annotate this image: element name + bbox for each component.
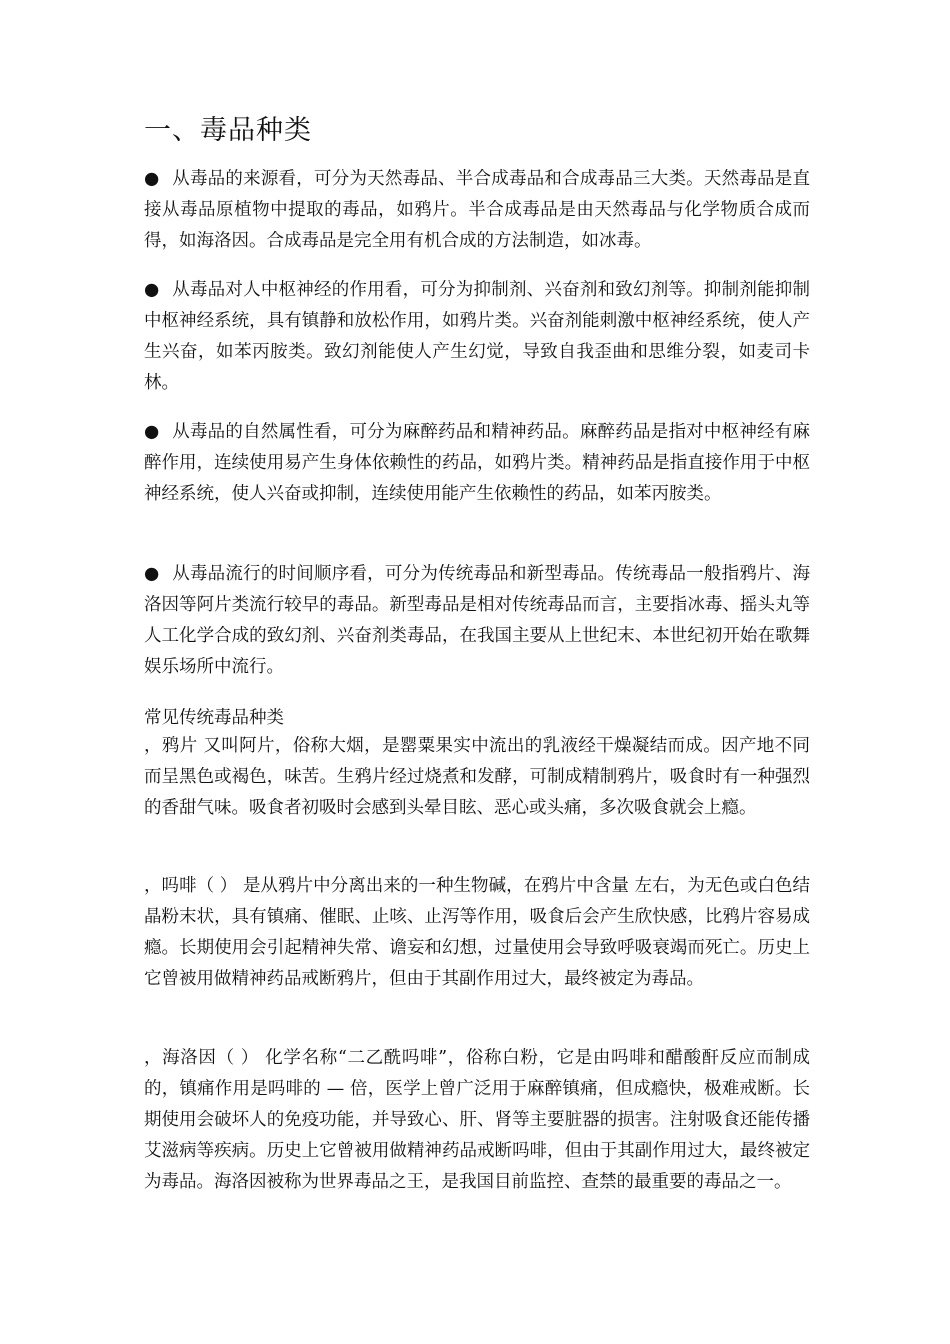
bullet-paragraph-time bbox=[144, 559, 810, 683]
subheading: 常见传统毒品种类 bbox=[144, 708, 284, 728]
bullet-text: 从毒品的来源看，可分为天然毒品、半合成毒品和合成毒品三大类。天然毒品是直接从毒品原植物中提取的毒品，如鸦片。半合成毒品是由天然毒品与化学物质合成而得，如海洛因。合成毒品是完全用有机合成的方法制造，如冰毒。 bbox=[144, 169, 810, 251]
bullet-icon: ● bbox=[144, 169, 160, 189]
drug-paragraph-opium: ，鸦片 又叫阿片，俗称大烟，是罂粟果实中流出的乳液经干燥凝结而成。因产地不同而呈黑色或褐色，味苦。生鸦片经过烧煮和发酵，可制成精制鸦片，吸食时有一种强烈的香甜气味。吸食者初吸时会感到头晕目眩、恶心或头痛，多次吸食就会上瘾。 bbox=[144, 736, 810, 818]
bullet-paragraph-effect bbox=[144, 275, 810, 399]
bullet-icon: ● bbox=[144, 280, 160, 300]
drug-paragraph-morphine: ，吗啡（ ） 是从鸦片中分离出来的一种生物碱，在鸦片中含量 左右，为无色或白色结晶粉末状，具有镇痛、催眠、止咳、止泻等作用，吸食后会产生欣快感，比鸦片容易成瘾。长期使用会引起精神失常、谵妄和幻想，过量使用会导致呼吸衰竭而死亡。历史上它曾被用做精神药品戒断鸦片，但由于其副作用过大，最终被定为毒品。 bbox=[144, 876, 810, 989]
bullet-paragraph-source bbox=[144, 164, 810, 257]
bullet-paragraph-nature bbox=[144, 417, 810, 510]
bullet-icon: ● bbox=[144, 564, 160, 584]
section-title: 一、毒品种类 bbox=[144, 115, 312, 146]
bullet-text: 从毒品对人中枢神经的作用看，可分为抑制剂、兴奋剂和致幻剂等。抑制剂能抑制中枢神经系统，具有镇静和放松作用，如鸦片类。兴奋剂能刺激中枢神经系统，使人产生兴奋，如苯丙胺类。致幻剂能使人产生幻觉，导致自我歪曲和思维分裂，如麦司卡林。 bbox=[144, 280, 810, 393]
bullet-text: 从毒品的自然属性看，可分为麻醉药品和精神药品。麻醉药品是指对中枢神经有麻醉作用，连续使用易产生身体依赖性的药品，如鸦片类。精神药品是指直接作用于中枢神经系统，使人兴奋或抑制，连续使用能产生依赖性的药品，如苯丙胺类。 bbox=[144, 422, 810, 504]
bullet-icon: ● bbox=[144, 422, 160, 442]
bullet-text: 从毒品流行的时间顺序看，可分为传统毒品和新型毒品。传统毒品一般指鸦片、海洛因等阿片类流行较早的毒品。新型毒品是相对传统毒品而言，主要指冰毒、摇头丸等人工化学合成的致幻剂、兴奋剂类毒品，在我国主要从上世纪末、本世纪初开始在歌舞娱乐场所中流行。 bbox=[144, 564, 810, 677]
drug-paragraph-heroin: ，海洛因（ ） 化学名称“二乙酰吗啡”，俗称白粉，它是由吗啡和醋酸酐反应而制成的，镇痛作用是吗啡的 — 倍，医学上曾广泛用于麻醉镇痛，但成瘾快，极难戒断。长期使用会破坏人的免疫功能，并导致心、肝、肾等主要脏器的损害。注射吸食还能传播艾滋病等疾病。历史上它曾被用做精神药品戒断吗啡，但由于其副作用过大，最终被定为毒品。海洛因被称为世界毒品之王，是我国目前监控、查禁的最重要的毒品之一。 bbox=[144, 1048, 810, 1192]
